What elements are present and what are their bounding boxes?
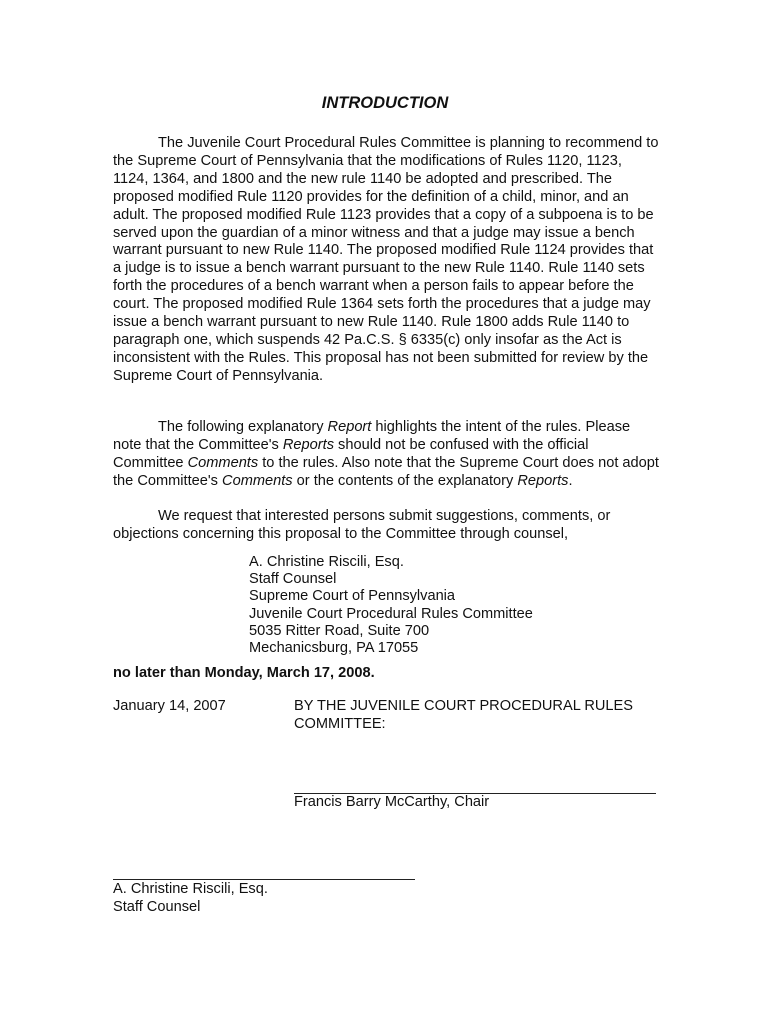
- comments-emphasis: Comments: [187, 454, 259, 471]
- counsel-signature-line: [113, 879, 415, 880]
- explanatory-text-5: or the contents of the explanatory: [292, 472, 518, 489]
- address-committee: Juvenile Court Procedural Rules Committee: [249, 605, 533, 622]
- counsel-signature-block: [113, 881, 268, 916]
- document-date: January 14, 2007: [113, 698, 226, 714]
- address-role: Staff Counsel: [249, 571, 337, 588]
- counsel-address-block: [249, 554, 669, 657]
- explanatory-paragraph: [113, 419, 661, 491]
- committee-line-1: BY THE JUVENILE COURT PROCEDURAL RULES: [294, 698, 633, 714]
- page-title: INTRODUCTION: [321, 94, 449, 112]
- deadline-text: no later than Monday, March 17, 2008.: [113, 665, 375, 681]
- reports-emphasis: Reports: [282, 436, 334, 453]
- address-court: Supreme Court of Pennsylvania: [249, 588, 456, 605]
- intro-paragraph: The Juvenile Court Procedural Rules Committee is planning to recommend to the Supreme Court of Pennsylvania that the modifications of Rules 1120, 1123, 1124, 1364, and 1800 and the new rule 1140 be adopted and prescribed. The proposed modified Rule 1120 provides for the definition of a child, minor, and an adult. The proposed modified Rule 1123 provides that a copy of a subpoena is to be served upon the guardian of a minor witness and that a judge may issue a bench warrant pursuant to new Rule 1140. The proposed modified Rule 1124 provides that a judge is to issue a bench warrant pursuant to the new Rule 1140. Rule 1140 sets forth the procedures of a bench warrant when a person fails to appear before the court. The proposed modified Rule 1364 sets forth the procedures that a judge may issue a bench warrant pursuant to new Rule 1140. Rule 1800 adds Rule 1140 to paragraph one, which suspends 42 Pa.C.S. § 6335(c) only insofar as the Act is inconsistent with the Rules. This proposal has not been submitted for review by the Supreme Court of Pennsylvania.: [113, 135, 659, 384]
- reports-emphasis-2: Reports: [517, 472, 569, 489]
- report-emphasis: Report: [327, 419, 372, 435]
- chair-name: Francis Barry McCarthy, Chair: [294, 794, 490, 810]
- explanatory-text-4: to the rules. Also note that the Supreme Court does not adopt the Committee's: [113, 454, 659, 489]
- explanatory-text-6: .: [568, 472, 573, 489]
- explanatory-text-1: The following explanatory: [158, 419, 328, 435]
- request-paragraph: We request that interested persons submit suggestions, comments, or objections concerning this proposal to the Committee through counsel,: [113, 508, 611, 542]
- committee-line-2: COMMITTEE:: [294, 715, 386, 732]
- address-name: A. Christine Riscili, Esq.: [249, 554, 404, 570]
- address-street: 5035 Ritter Road, Suite 700: [249, 622, 430, 639]
- explanatory-text-3: should not be confused with the official Committee: [113, 436, 589, 471]
- explanatory-text-2: highlights the intent of the rules. Please note that the Committee's: [113, 419, 631, 453]
- counsel-role: Staff Counsel: [113, 898, 201, 915]
- address-city: Mechanicsburg, PA 17055: [249, 640, 419, 657]
- comments-emphasis-2: Comments: [222, 472, 293, 489]
- committee-signature-heading: [294, 698, 674, 734]
- counsel-name: A. Christine Riscili, Esq.: [113, 881, 268, 897]
